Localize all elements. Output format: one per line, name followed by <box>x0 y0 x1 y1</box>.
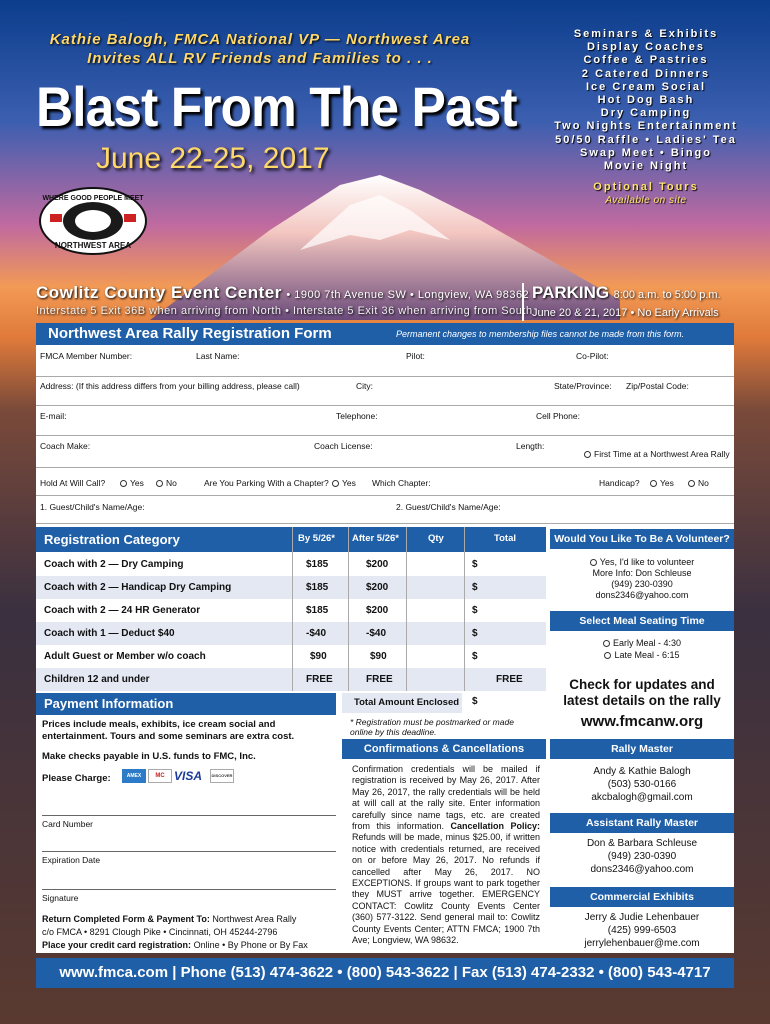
checkbox-icon <box>603 640 610 647</box>
telephone-field[interactable]: Telephone: <box>336 411 378 421</box>
table-row <box>36 668 546 691</box>
row-total[interactable]: $ <box>472 651 478 662</box>
return-to: Northwest Area Rally <box>212 914 297 924</box>
assistant-master-heading: Assistant Rally Master <box>550 813 734 833</box>
volunteer-heading: Would You Like To Be A Volunteer? <box>550 529 734 549</box>
feature-item: Seminars & Exhibits <box>573 28 719 40</box>
address-field[interactable]: Address: (If this address differs from your billing address, please call) <box>40 381 300 391</box>
feature-item: 50/50 Raffle • Ladies' Tea <box>555 133 737 146</box>
northwest-area-logo <box>38 186 148 256</box>
col-qty: Qty <box>428 533 444 544</box>
optional-tours: Optional Tours <box>593 181 699 194</box>
row-after: $200 <box>366 582 389 593</box>
row-total[interactable]: $ <box>472 628 478 639</box>
meal-section <box>550 637 734 661</box>
rally-master-info <box>550 765 734 804</box>
table-row <box>36 553 546 576</box>
form-header <box>36 323 734 345</box>
checkbox-icon <box>650 480 657 487</box>
parking-dates: June 20 & 21, 2017 • No Early Arrivals <box>532 307 719 319</box>
confirmations-text <box>352 764 540 947</box>
first-time-label: First Time at a Northwest Area Rally <box>594 449 730 459</box>
assistant-master-info <box>550 837 734 876</box>
guest-1-field[interactable]: 1. Guest/Child's Name/Age: <box>40 502 145 512</box>
divider <box>36 467 734 468</box>
coach-make-field[interactable]: Coach Make: <box>40 441 91 451</box>
col-divider <box>464 527 465 691</box>
venue-directions: Interstate 5 Exit 36B when arriving from North • Interstate 5 Exit 36 when arriving from South <box>36 305 533 317</box>
confirmations-text-a: Confirmation credentials will be mailed if registration is received by May 26, 2017. After May 26, 2017, the rally credentials will be held at will call at the rally site. Enter information carefully since name tags, etc. are created from this information. <box>352 764 540 832</box>
checkbox-icon <box>120 480 127 487</box>
yes-label: Yes <box>660 478 674 488</box>
row-by: -$40 <box>306 628 327 639</box>
col-after: After 5/26* <box>352 533 399 544</box>
postmark-footnote: * Registration must be postmarked or made online by this deadline. <box>350 717 514 737</box>
checkbox-icon <box>332 480 339 487</box>
total-enclosed-label: Total Amount Enclosed <box>354 697 460 708</box>
checkbox-icon <box>604 652 611 659</box>
feature-item: Hot Dog Bash <box>597 94 695 107</box>
rally-master-heading: Rally Master <box>550 739 734 759</box>
row-after: $200 <box>366 559 389 570</box>
return-label: Return Completed Form & Payment To: <box>42 914 210 924</box>
row-by: $185 <box>306 559 329 570</box>
yes-label: Yes <box>342 478 356 488</box>
row-by: $185 <box>306 605 329 616</box>
row-total: FREE <box>496 674 523 685</box>
invitation-text <box>40 30 480 68</box>
confirmations-heading: Confirmations & Cancellations <box>342 739 546 759</box>
early-meal-label: Early Meal - 4:30 <box>612 638 682 648</box>
assistant-master-name: Don & Barbara Schleuse <box>586 838 698 849</box>
late-meal-label: Late Meal - 6:15 <box>614 650 680 660</box>
place-label: Place your credit card registration: <box>42 940 192 950</box>
chapter-yes-checkbox[interactable] <box>332 478 356 488</box>
copilot-field[interactable]: Co-Pilot: <box>576 351 609 361</box>
row-label: Coach with 2 — Dry Camping <box>44 559 184 570</box>
volunteer-phone: (949) 230-0390 <box>611 579 673 589</box>
volunteer-section <box>550 557 734 601</box>
meal-heading: Select Meal Seating Time <box>550 611 734 631</box>
row-after: $90 <box>370 651 387 662</box>
row-total[interactable]: $ <box>472 582 478 593</box>
row-label: Children 12 and under <box>44 674 150 685</box>
col-total: Total <box>494 533 516 544</box>
volunteer-info: More Info: Don Schleuse <box>592 568 692 578</box>
invite-line-1: Kathie Balogh, FMCA National VP — Northwest Area <box>49 31 471 48</box>
guest-2-field[interactable]: 2. Guest/Child's Name/Age: <box>396 502 501 512</box>
row-label: Coach with 1 — Deduct $40 <box>44 628 175 639</box>
no-label: No <box>166 478 177 488</box>
feature-item: Movie Night <box>603 160 689 173</box>
exhibits-name: Jerry & Judie Lehenbauer <box>584 912 700 923</box>
hold-yes-checkbox[interactable] <box>120 478 144 488</box>
divider <box>36 405 734 406</box>
checkbox-icon <box>590 559 597 566</box>
card-number-line[interactable] <box>42 815 336 816</box>
volunteer-checkbox[interactable] <box>550 557 734 568</box>
col-by: By 5/26* <box>298 533 335 544</box>
member-number-field[interactable]: FMCA Member Number: <box>40 351 133 361</box>
row-total[interactable]: $ <box>472 605 478 616</box>
venue-name: Cowlitz County Event Center <box>36 283 282 302</box>
pilot-field[interactable]: Pilot: <box>406 351 425 361</box>
yes-label: Yes <box>130 478 144 488</box>
checks-payable: Make checks payable in U.S. funds to FMC, Inc. <box>42 751 256 762</box>
table-row <box>36 645 546 668</box>
payment-info: Prices include meals, exhibits, ice cream social and entertainment. Tours and some seminars are extra cost. <box>42 719 295 742</box>
event-title: Blast From The Past <box>36 75 517 138</box>
row-total[interactable]: $ <box>472 559 478 570</box>
payment-heading: Payment Information <box>44 696 174 711</box>
cancellation-policy-label: Cancellation Policy: <box>450 821 540 832</box>
col-divider <box>348 527 349 691</box>
hold-no-checkbox[interactable] <box>156 478 177 488</box>
assistant-master-email: dons2346@yahoo.com <box>590 864 694 875</box>
no-label: No <box>698 478 709 488</box>
divider <box>36 495 734 496</box>
registration-heading: Registration Category <box>44 532 180 547</box>
last-name-field[interactable]: Last Name: <box>196 351 240 361</box>
parking-info <box>522 283 721 321</box>
rally-master-phone: (503) 530-0166 <box>607 779 677 790</box>
feature-item: Display Coaches <box>586 41 706 54</box>
amex-icon[interactable]: AMEX <box>122 769 146 783</box>
feature-item: Swap Meet • Bingo <box>580 146 712 159</box>
signature-label: Signature <box>42 893 79 903</box>
event-dates: June 22-25, 2017 <box>96 142 330 175</box>
handicap-label: Handicap? <box>599 478 640 488</box>
divider <box>36 435 734 436</box>
venue-info: Cowlitz County Event Center • 1900 7th Avenue SW • Longview, WA 98362 Interstate 5 Exit 36B when arriving from North • Interstate 5 Exit 36 when arriving from South <box>36 283 746 317</box>
checkbox-icon <box>584 451 591 458</box>
checkbox-icon <box>156 480 163 487</box>
exhibits-info <box>550 911 734 950</box>
early-meal-checkbox[interactable] <box>550 637 734 649</box>
registration-table-header <box>36 527 546 552</box>
row-after: -$40 <box>366 628 387 639</box>
parking-label: PARKING <box>532 283 610 302</box>
table-row <box>36 599 546 622</box>
please-charge: Please Charge: <box>42 773 111 784</box>
divider <box>36 376 734 377</box>
row-by: $185 <box>306 582 329 593</box>
row-label: Coach with 2 — 24 HR Generator <box>44 605 201 616</box>
checkbox-icon <box>688 480 695 487</box>
col-divider <box>292 527 293 691</box>
registration-form <box>36 323 734 953</box>
cell-phone-field[interactable]: Cell Phone: <box>536 411 580 421</box>
volunteer-yes-label: Yes, I'd like to volunteer <box>599 557 695 567</box>
feature-item: Dry Camping <box>600 107 692 120</box>
city-field[interactable]: City: <box>356 381 373 391</box>
exhibits-email: jerrylehenbauer@me.com <box>584 938 700 949</box>
svg-text:WHERE GOOD PEOPLE MEET: WHERE GOOD PEOPLE MEET <box>42 195 144 202</box>
venue-address: 1900 7th Avenue SW • Longview, WA 98362 <box>294 289 530 301</box>
row-label: Coach with 2 — Handicap Dry Camping <box>44 582 232 593</box>
features-list <box>536 28 756 208</box>
card-number-label: Card Number <box>42 819 94 829</box>
total-enclosed-box <box>342 693 462 713</box>
chapter-question-label: Are You Parking With a Chapter? <box>204 478 329 488</box>
row-by: FREE <box>306 674 333 685</box>
row-by: $90 <box>310 651 327 662</box>
visa-icon[interactable]: VISA <box>174 769 203 783</box>
first-time-checkbox[interactable] <box>584 449 730 459</box>
place-how: Online • By Phone or By Fax <box>193 940 308 950</box>
parking-hours: 8:00 a.m. to 5:00 p.m. <box>613 289 721 301</box>
invite-line-2: Invites ALL RV Friends and Families to . . . <box>87 50 433 67</box>
volunteer-email: dons2346@yahoo.com <box>595 590 689 600</box>
form-note: Permanent changes to membership files cannot be made from this form. <box>396 329 685 339</box>
discover-icon[interactable]: DISCOVER <box>210 769 234 783</box>
email-field[interactable]: E-mail: <box>40 411 67 421</box>
col-divider <box>406 527 407 691</box>
feature-item: Ice Cream Social <box>585 80 707 93</box>
row-label: Adult Guest or Member w/o coach <box>44 651 206 662</box>
rally-master-email: akcbalogh@gmail.com <box>591 792 693 803</box>
expiration-label: Expiration Date <box>42 855 101 865</box>
late-meal-checkbox[interactable] <box>550 649 734 661</box>
divider <box>36 523 734 524</box>
length-field[interactable]: Length: <box>516 441 545 451</box>
hold-will-call-label: Hold At Will Call? <box>40 478 106 488</box>
state-field[interactable]: State/Province: <box>554 381 612 391</box>
row-after: FREE <box>366 674 393 685</box>
return-info <box>42 913 342 952</box>
confirmations-text-b: Refunds will be made, minus $25.00, if written notice with credentials returned, are received on or before May 26, 2017. No refunds if cancelled after May 26, 2017. NO EXCEPTIONS. If groups want to park together they MUST arrive together. EMERGENCY CONTACT: Cowlitz County Events Center (360) 577-3122. Send general mail to: Cowlitz County Events Center; ATTN FMCA; 1900 7th Ave; Longview, WA 98632. <box>352 832 540 946</box>
signature-line[interactable] <box>42 889 336 890</box>
row-after: $200 <box>366 605 389 616</box>
mastercard-icon[interactable]: MC <box>148 769 172 783</box>
website-link[interactable]: www.fmcanw.org <box>580 713 704 730</box>
expiration-line[interactable] <box>42 851 336 852</box>
handicap-yes-checkbox[interactable] <box>650 478 674 488</box>
coach-license-field[interactable]: Coach License: <box>314 441 373 451</box>
svg-text:NORTHWEST AREA: NORTHWEST AREA <box>54 241 132 250</box>
feature-item: Coffee & Pastries <box>583 54 709 67</box>
handicap-no-checkbox[interactable] <box>688 478 709 488</box>
feature-item: Two Nights Entertainment <box>554 120 738 133</box>
rally-master-name: Andy & Kathie Balogh <box>593 766 691 777</box>
form-title: Northwest Area Rally Registration Form <box>48 325 332 342</box>
available-on-site: Available on site <box>605 195 687 207</box>
payment-header <box>36 693 336 715</box>
exhibits-heading: Commercial Exhibits <box>550 887 734 907</box>
updates-note: Check for updates and latest details on the rally <box>563 677 721 708</box>
zip-field[interactable]: Zip/Postal Code: <box>626 381 689 391</box>
which-chapter-field[interactable]: Which Chapter: <box>372 478 431 488</box>
table-row <box>36 622 546 645</box>
total-enclosed-amount[interactable]: $ <box>472 696 478 707</box>
return-address: c/o FMCA • 8291 Clough Pike • Cincinnati, OH 45244-2796 <box>42 927 278 937</box>
exhibits-phone: (425) 999-6503 <box>607 925 677 936</box>
footer-contact-bar: www.fmca.com | Phone (513) 474-3622 • (800) 543-3622 | Fax (513) 474-2332 • (800) 543-4717 <box>36 958 734 988</box>
feature-item: 2 Catered Dinners <box>581 67 711 80</box>
assistant-master-phone: (949) 230-0390 <box>607 851 677 862</box>
table-row <box>36 576 546 599</box>
